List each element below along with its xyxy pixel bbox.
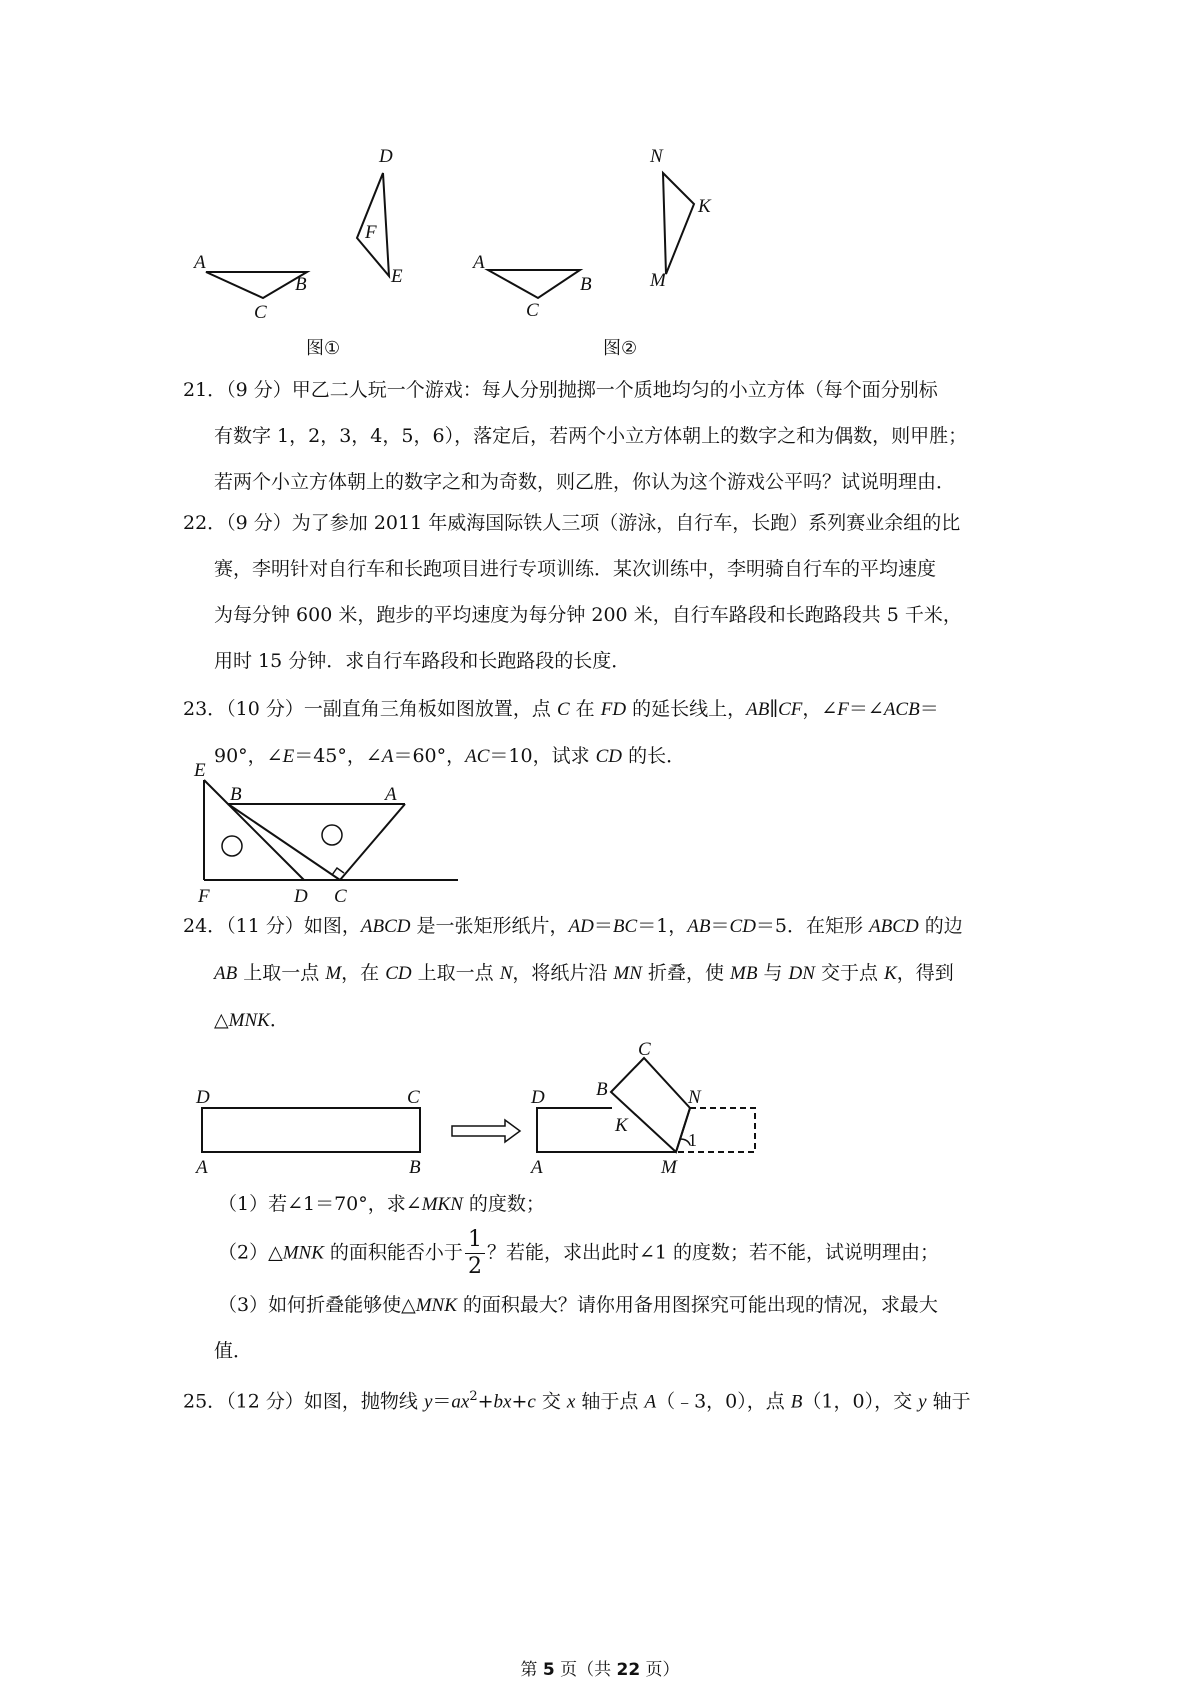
fig1-label-b: B [295, 274, 307, 295]
fig23-label-c: C [334, 886, 347, 907]
q21-line-2: 有数字 1，2，3，4，5，6），落定后，若两个小立方体朝上的数字之和为偶数，则甲胜； [214, 425, 968, 447]
side-ac [340, 804, 405, 880]
fig2-label-a: A [473, 252, 485, 273]
fig23-label-d: D [294, 886, 308, 907]
hole-left [222, 836, 242, 856]
fig24-right-label-n: N [688, 1087, 701, 1108]
q22-line-2: 赛，李明针对自行车和长跑项目进行专项训练．某次训练中，李明骑自行车的平均速度 [214, 558, 937, 580]
triangle-nkm [663, 173, 694, 274]
fig24-right-label-k: K [615, 1115, 628, 1136]
q23-line-1: 23．（10 分）一副直角三角板如图放置，点 C 在 FD 的延长线上，AB∥CF，∠F＝∠ACB＝ [183, 698, 939, 720]
fig23-label-e: E [194, 760, 206, 781]
fraction-one-half: $\frac{1}{2}$ [465, 1229, 485, 1278]
question-25 [183, 1374, 1033, 1425]
fig24-right-label-m: M [661, 1157, 677, 1178]
rectangle-abcd [202, 1108, 420, 1152]
question-21 [183, 367, 1033, 505]
figure-2 [473, 140, 760, 360]
q22-line-1: 22．（9 分）为了参加 2011 年威海国际铁人三项（游泳，自行车，长跑）系列赛业余组的比 [183, 512, 961, 534]
fig2-label-n: N [650, 146, 663, 167]
total-pages: 22 [616, 1660, 641, 1680]
fig24-left-label-b: B [409, 1157, 421, 1178]
q21-line-1: 21．（9 分）甲乙二人玩一个游戏：每人分别抛掷一个质地均匀的小立方体（每个面分别标 [183, 379, 938, 401]
fig23-label-b: B [230, 784, 242, 805]
q23-line-2: 90°，∠E＝45°，∠A＝60°，AC＝10，试求 CD 的长． [214, 745, 686, 767]
fig24-right-label-c: C [638, 1039, 651, 1060]
fig24-right-label-d: D [531, 1087, 545, 1108]
fig24-left-label-d: D [196, 1087, 210, 1108]
q22-line-3: 为每分钟 600 米，跑步的平均速度为每分钟 200 米，自行车路段和长跑路段共 5 千米， [214, 604, 962, 626]
figure-1-svg [190, 140, 450, 360]
q24-part-3-cont: 值． [214, 1340, 253, 1362]
fig1-label-c: C [254, 302, 267, 323]
right-angle-mark [332, 868, 344, 875]
fig2-label-m: M [650, 270, 666, 291]
q24-part-3: （3）如何折叠能够使△MNK 的面积最大？请你用备用图探究可能出现的情况，求最大 [218, 1294, 938, 1316]
question-24 [183, 903, 1033, 1044]
triangle-abc [206, 272, 307, 298]
fig2-label-k: K [698, 196, 711, 217]
q24-line-3: △MNK． [214, 1009, 289, 1031]
fig2-label-b: B [580, 274, 592, 295]
fig2-caption: 图② [603, 338, 638, 359]
figure-24-svg [190, 1035, 850, 1180]
figure-24 [190, 1035, 850, 1180]
folded-paper-solid [537, 1108, 676, 1152]
q24-part-2: （2）△MNK 的面积能否小于 $\frac{1}{2}$ ？若能，求出此时∠1 的度数；若不能，试说明理由； [218, 1227, 939, 1279]
fig1-caption: 图① [306, 338, 341, 359]
figure-23-svg [190, 760, 490, 905]
fig1-label-e: E [391, 266, 403, 287]
hole-right [322, 825, 342, 845]
fig24-left-label-c: C [407, 1087, 420, 1108]
fig24-right-label-a: A [531, 1157, 543, 1178]
fig2-label-c: C [526, 300, 539, 321]
q21-line-3: 若两个小立方体朝上的数字之和为奇数，则乙胜，你认为这个游戏公平吗？试说明理由． [214, 471, 956, 493]
folded-flap [611, 1058, 690, 1152]
q22-line-4: 用时 15 分钟．求自行车路段和长跑路段的长度． [214, 650, 631, 672]
q24-line-2: AB 上取一点 M，在 CD 上取一点 N，将纸片沿 MN 折叠，使 MB 与 DN 交于点 K，得到 [214, 962, 954, 984]
q25-line-1: 25．（12 分）如图，抛物线 $y=ax^2+bx+c$ 交 x 轴于点 A（﹣3，0），点 B（1，0），交 y 轴于 [183, 1389, 971, 1413]
side-bc [228, 804, 340, 880]
fig23-label-a: A [385, 784, 397, 805]
fig1-label-f: F [365, 222, 377, 243]
fig24-left-label-a: A [196, 1157, 208, 1178]
figure-1 [190, 140, 450, 360]
page-footer: 第 5 页（共 22 页） [520, 1660, 680, 1680]
fig1-label-d: D [379, 146, 393, 167]
triangle-abc-2 [488, 270, 580, 298]
q24-part-1: （1）若∠1＝70°，求∠MKN 的度数； [218, 1193, 545, 1215]
fig23-label-f: F [198, 886, 210, 907]
side-ed [204, 780, 304, 880]
fig1-label-a: A [194, 252, 206, 273]
fig24-right-label-b: B [596, 1079, 608, 1100]
arrow-icon [452, 1120, 520, 1142]
fig24-angle-label: 1 [688, 1130, 697, 1150]
figure-23 [190, 760, 490, 905]
figure-2-svg [473, 140, 760, 360]
question-22 [183, 500, 1033, 684]
q24-line-1: 24．（11 分）如图，ABCD 是一张矩形纸片，AD＝BC＝1，AB＝CD＝5．在矩形 ABCD 的边 [183, 915, 963, 937]
page-number: 5 [542, 1660, 555, 1680]
